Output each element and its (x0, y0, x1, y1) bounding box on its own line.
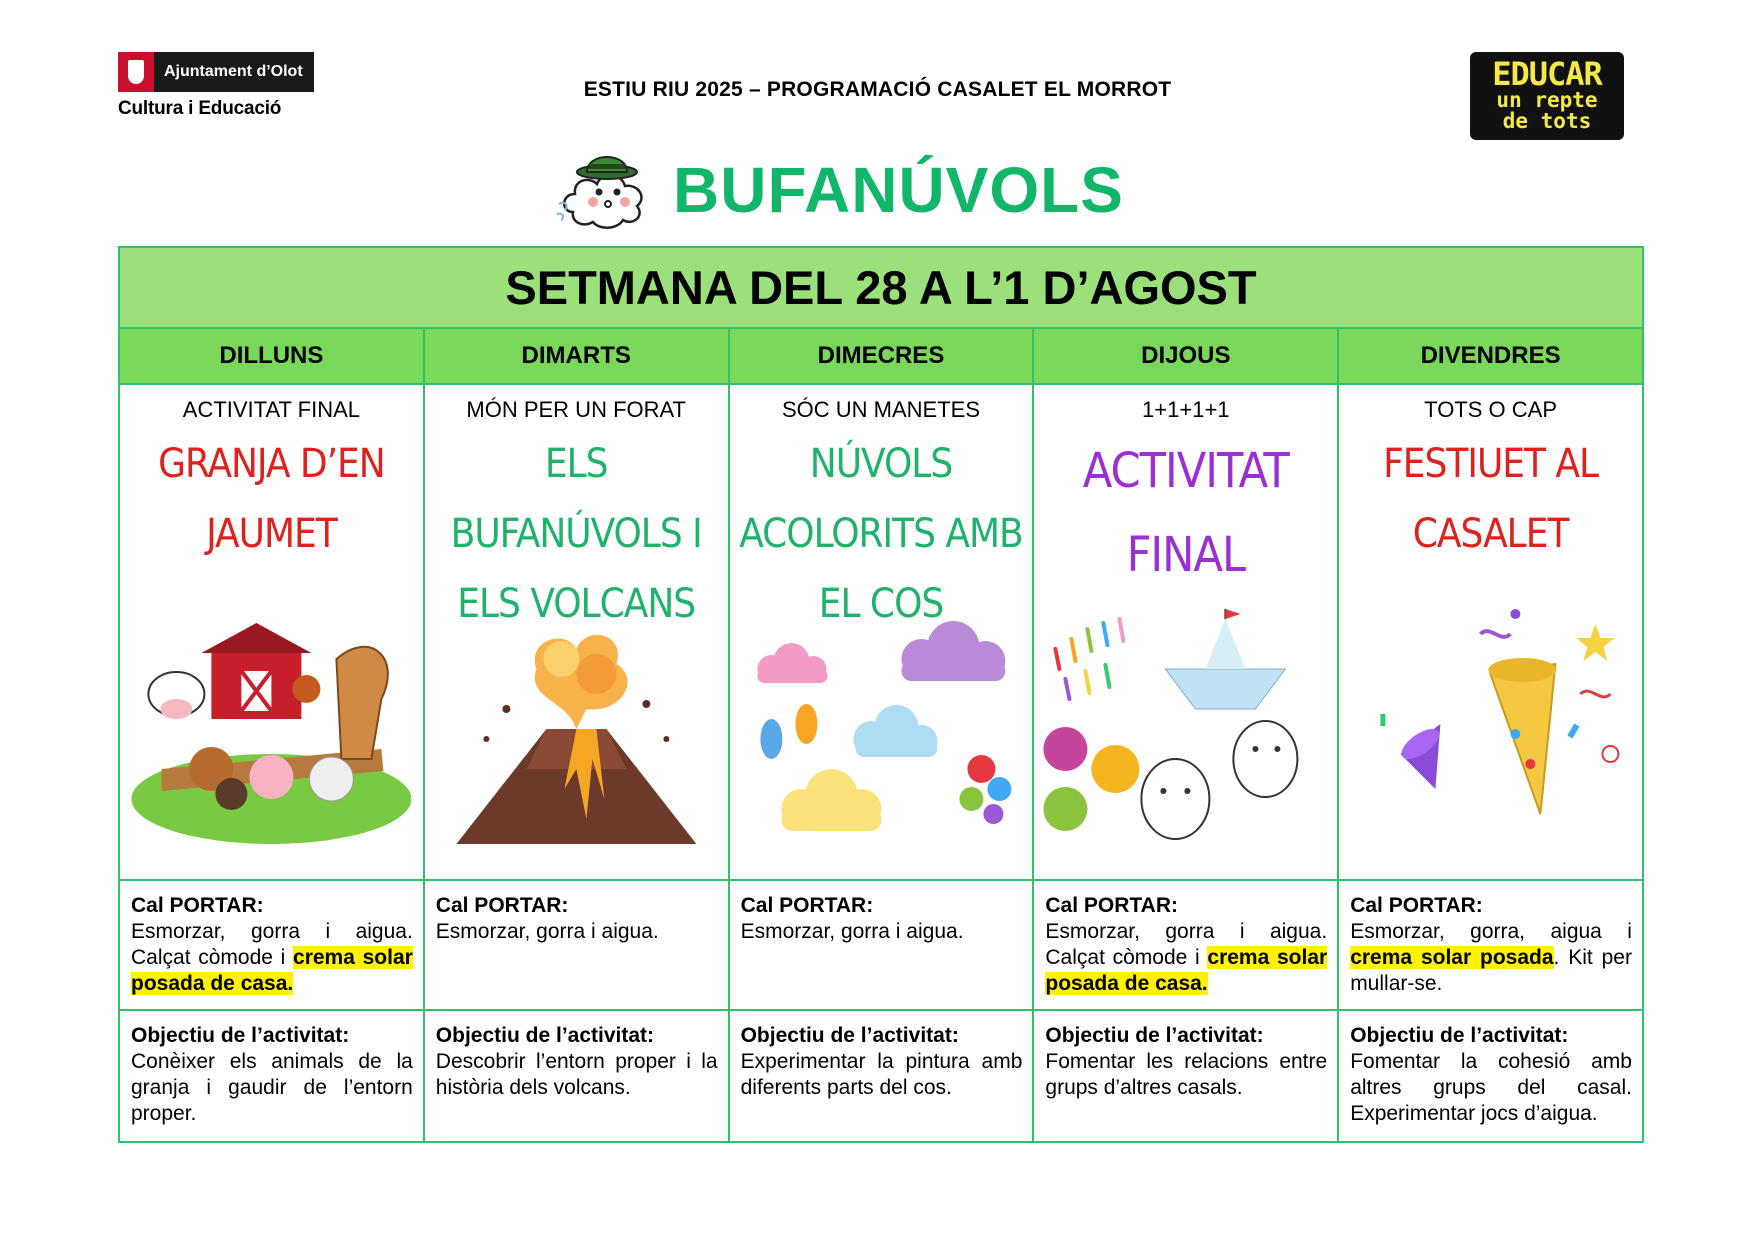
group-heading (555, 140, 1124, 240)
day-header: DIMARTS (425, 329, 730, 383)
day-header: DILLUNS (120, 329, 425, 383)
activity-tag: TOTS O CAP (1424, 397, 1557, 422)
activity-cell (120, 385, 425, 879)
group-name: BUFANÚVOLS (673, 154, 1124, 226)
farm-animals-icon (120, 619, 423, 849)
week-title: SETMANA DEL 28 A L’1 D’AGOST (120, 248, 1642, 329)
activity-cell (425, 385, 730, 879)
educar-logo: EDUCAR un repte de tots (1470, 52, 1624, 140)
volcano-icon (425, 619, 728, 849)
activity-tag: MÓN PER UN FORAT (466, 397, 686, 422)
activity-title: ELS BUFANÚVOLS I ELS VOLCANS (450, 441, 702, 627)
bring-row (120, 881, 1642, 1011)
day-header: DIVENDRES (1420, 342, 1561, 369)
activity-cell (1339, 385, 1642, 879)
bring-cell: Cal PORTAR: Esmorzar, gorra i aigua. (425, 881, 730, 1009)
objective-cell: Objectiu de l’activitat: Experimentar la pintura amb diferents parts del cos. (730, 1011, 1035, 1141)
crafts-paper-boat-icon (1034, 609, 1337, 859)
cloud-with-hat-icon (555, 140, 655, 240)
document-title: ESTIU RIU 2025 – PROGRAMACIÓ CASALET EL MORROT (583, 78, 1172, 101)
bring-cell: Cal PORTAR: Esmorzar, gorra i aigua. (730, 881, 1035, 1009)
objective-cell: Objectiu de l’activitat: Fomentar les relacions entre grups d’altres casals. (1034, 1011, 1339, 1141)
highlight: crema solar posada de casa. (131, 946, 413, 995)
activity-title: GRANJA D’EN JAUMET (158, 441, 385, 557)
activity-title: ACTIVITAT FINAL (1082, 443, 1289, 583)
party-popper-icon (1339, 604, 1642, 834)
activity-tag: ACTIVITAT FINAL (182, 397, 361, 422)
highlight: crema solar posada de casa. (1045, 946, 1328, 995)
objective-cell: Objectiu de l’activitat: Conèixer els animals de la granja i gaudir de l’entorn proper. (120, 1011, 425, 1141)
objective-cell: Objectiu de l’activitat: Fomentar la cohesió amb altres grups del casal. Experimentar jocs d’aigua. (1350, 1024, 1632, 1125)
day-header: DIJOUS (1034, 329, 1339, 383)
weekly-schedule-table (118, 246, 1644, 1143)
bring-cell: Cal PORTAR: Esmorzar, gorra i aigua. Calçat còmode i crema solar posada de casa. (1034, 881, 1339, 1009)
activity-cell (1034, 385, 1339, 879)
colored-clouds-hands-icon (730, 619, 1033, 849)
day-header: DIMECRES (730, 329, 1035, 383)
activity-row (120, 385, 1642, 881)
activity-title: NÚVOLS ACOLORITS AMB EL COS (739, 441, 1023, 627)
objective-cell: Objectiu de l’activitat: Descobrir l’entorn proper i la història dels volcans. (425, 1011, 730, 1141)
activity-cell (730, 385, 1035, 879)
bring-cell: Cal PORTAR: Esmorzar, gorra, aigua i crema solar posada. Kit per mullar-se. (1350, 894, 1632, 995)
highlight: crema solar posada (1350, 946, 1554, 969)
org-dept: Cultura i Educació (118, 98, 282, 119)
objective-row (120, 1011, 1642, 1141)
activity-tag: 1+1+1+1 (1142, 397, 1230, 422)
activity-title: FESTIUET AL CASALET (1383, 441, 1599, 557)
activity-tag: SÓC UN MANETES (781, 397, 980, 422)
day-header-row (120, 329, 1642, 385)
bring-cell: Cal PORTAR: Esmorzar, gorra i aigua. Calçat còmode i crema solar posada de casa. (120, 881, 425, 1009)
org-name: Ajuntament d’Olot (164, 63, 303, 80)
